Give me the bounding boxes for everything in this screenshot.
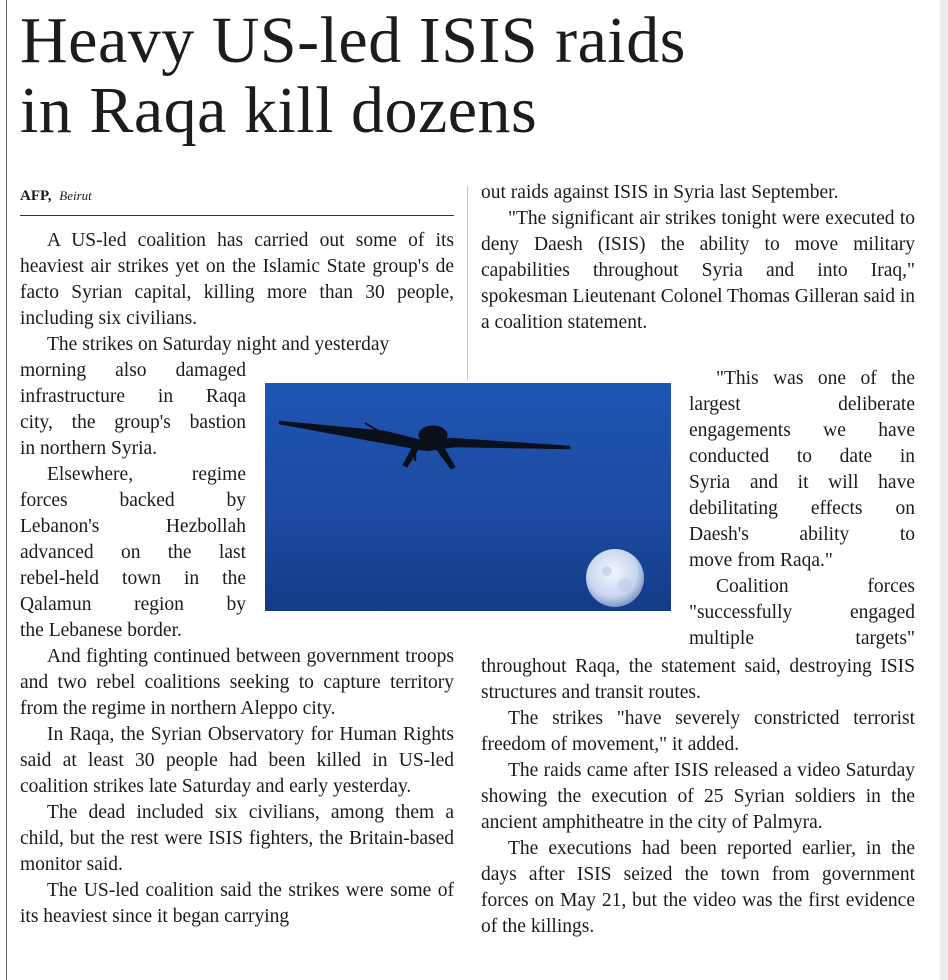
right-wrap-line: conducted to date in <box>689 446 915 467</box>
left-paragraph-1: A US-led coalition has carried out some of its heaviest air strikes yet on the Islamic State group's de facto Syrian capital, killing more than 30 people, including six civilians. <box>20 230 454 329</box>
byline-divider <box>20 215 454 216</box>
right-column-wrap <box>689 366 915 652</box>
right-paragraph-4-rest: throughout Raqa, the statement said, destroying ISIS structures and transit routes. <box>481 656 915 703</box>
right-wrap-line: debilitating effects on <box>689 498 915 519</box>
dateline-place: Beirut <box>59 188 92 203</box>
left-wrap-line: in northern Syria. <box>20 438 158 459</box>
headline-line-2: in Raqa kill dozens <box>20 74 538 147</box>
right-wrap-line: "This was one of the <box>716 368 915 389</box>
page-edge <box>940 0 948 980</box>
left-paragraph-2-top: The strikes on Saturday night and yesterday <box>47 334 390 355</box>
right-wrap-line: Syria and it will have <box>689 472 915 493</box>
left-paragraph-6: The dead included six civilians, among them a child, but the rest were ISIS fighters, the Britain-based monitor said. <box>20 802 454 875</box>
headline <box>20 6 920 146</box>
page-margin-rule <box>6 0 7 980</box>
right-wrap-line: Coalition forces <box>716 576 915 597</box>
headline-line-1: Heavy US-led ISIS raids <box>20 4 686 77</box>
right-paragraph-5: The strikes "have severely constricted terrorist freedom of movement," it added. <box>481 708 915 755</box>
left-wrap-line: forces backed by <box>20 490 246 511</box>
left-wrap-line: Qalamun region by <box>20 594 246 615</box>
left-column-top <box>20 228 454 358</box>
drone-photo-graphic <box>265 383 671 611</box>
right-paragraph-1: out raids against ISIS in Syria last September. <box>481 182 839 203</box>
left-wrap-line: the Lebanese border. <box>20 620 182 641</box>
news-photo <box>265 383 671 611</box>
left-wrap-line: rebel-held town in the <box>20 568 246 589</box>
right-wrap-line: Daesh's ability to <box>689 524 915 545</box>
right-wrap-line: "successfully engaged <box>689 602 915 623</box>
left-wrap-line: city, the group's bastion <box>20 412 246 433</box>
right-column-top <box>481 180 915 336</box>
left-wrap-line: advanced on the last <box>20 542 246 563</box>
right-paragraph-2: "The significant air strikes tonight were executed to deny Daesh (ISIS) the ability to move military capabilities throughout Syria and into Iraq," spokesman Lieutenant Colonel Thomas Gilleran said in a coalition statement. <box>481 208 915 333</box>
right-wrap-line: engagements we have <box>689 420 915 441</box>
right-wrap-line: move from Raqa." <box>689 550 833 571</box>
right-paragraph-6: The raids came after ISIS released a video Saturday showing the execution of 25 Syrian soldiers in the ancient amphitheatre in the city of Palmyra. <box>481 760 915 833</box>
moon-crater <box>618 578 632 592</box>
right-wrap-line: multiple targets" <box>689 628 915 649</box>
column-separator <box>467 186 468 380</box>
right-paragraph-7: The executions had been reported earlier, in the days after ISIS seized the town from government forces on May 21, but the video was the first evidence of the killings. <box>481 838 915 937</box>
moon-crater <box>602 566 612 576</box>
left-paragraph-5: In Raqa, the Syrian Observatory for Human Rights said at least 30 people had been killed in US-led coalition strikes late Saturday and early yesterday. <box>20 724 454 797</box>
left-column-bottom <box>20 644 454 930</box>
left-paragraph-4: And fighting continued between government troops and two rebel coalitions seeking to capture territory from the regime in northern Aleppo city. <box>20 646 454 719</box>
left-column-wrap <box>20 358 246 644</box>
right-wrap-line: largest deliberate <box>689 394 915 415</box>
left-wrap-line: Lebanon's Hezbollah <box>20 516 246 537</box>
dateline <box>20 186 92 206</box>
left-paragraph-7: The US-led coalition said the strikes were some of its heaviest since it began carrying <box>20 880 454 927</box>
right-column-bottom <box>481 654 915 940</box>
moon <box>586 549 644 607</box>
dateline-agency: AFP, <box>20 188 52 204</box>
left-wrap-line: infrastructure in Raqa <box>20 386 246 407</box>
left-wrap-line: morning also damaged <box>20 360 246 381</box>
left-wrap-line: Elsewhere, regime <box>47 464 246 485</box>
